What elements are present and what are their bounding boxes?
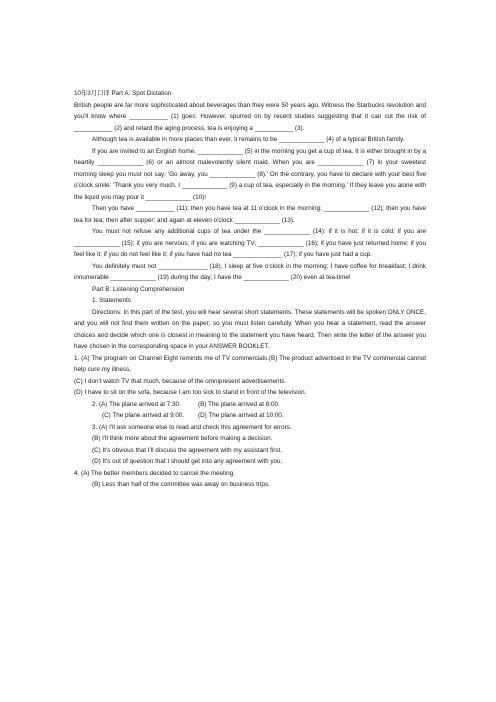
- question-2-c: (C) The plane arrived at 9:00.: [102, 412, 185, 419]
- question-1-d: (D) I have to sit on the sofa, because I am too sick to stand in front of the television.: [74, 389, 307, 396]
- section-heading: 1. Statements: [92, 297, 131, 304]
- paragraph-4: Then you have ___________ (11); then you have tea at 11 o'clock in the morning; _____________ (12); then you have tea for tea; then after supper; and again at eleven o'clock _____________ (13).: [74, 205, 426, 224]
- paragraph-5: You must not refuse any additional cups of tea under the _____________ (14): if it is hot; if it is cold; if you are _____________ (15); if you are nervous; if you are watching TV; _____________ (16); if you have just returned home; if you feel like it; if you do not feel like it; if you have had no tea ______________ (17); if you have just had a cup.: [74, 228, 426, 258]
- question-2-d: (D) The plane arrived at 10:00.: [198, 412, 284, 419]
- question-4-a: 4. (A) The better members decided to cancel the meeting.: [74, 469, 235, 477]
- question-3-b: (B) I'll think more about the agreement before making a decision.: [92, 435, 273, 442]
- paragraph-6: You definitely must not ______________ (18). I sleep at five o'clock in the morning; I have coffee for breakfast; I drink innumerable _____________ (19) during the day; I have the _____________ (20) even at tea-time!: [74, 262, 426, 281]
- question-2-b: (B) The plane arrived at 8:00.: [198, 400, 280, 408]
- part-b-heading: Part B: Listening Comprehension: [92, 285, 185, 293]
- question-2-a: 2. (A) The plane arrived at 7:30.: [92, 400, 181, 408]
- paragraph-2: Although tea is available in more places than ever, it remains to be _____________ (4) of a typical British family.: [92, 136, 405, 143]
- question-4-b: (B) Less than half of the committee was away on business trips.: [92, 481, 270, 488]
- question-3-c: (C) It's obvious that I'll discuss the agreement with my assistant first.: [92, 446, 282, 454]
- paragraph-1: British people are far more sophisticated about beverages than they were 50 years ago. Witness the Starbucks revolution and you'll know where ___________ (1) goes. However, spurred on by recent studies suggesting that it can cut the risk of ___________ (2) and retard the aging process, tea is enjoying a ___________ (3).: [74, 101, 426, 132]
- document-title: 10年3月口译 Part A: Spot Dictation: [74, 90, 172, 97]
- question-3-a: 3. (A) I'll ask someone else to read and check this agreement for errors.: [92, 423, 292, 431]
- question-1-ab: 1. (A) The program on Channel Eight reminds me of TV commercials.(B) The product advertised in the TV commercial cannot help cure my illness.: [74, 354, 426, 373]
- question-1-c: (C) I don't watch TV that much, because of the omnipresent advertisements.: [74, 377, 287, 385]
- question-2-row-1: [74, 399, 426, 411]
- question-2-row-2: [74, 410, 426, 422]
- directions: Directions: In this part of the test, you will hear several short statements. These statements will be spoken ONLY ONCE, and you will not find them written on the paper; so you must listen carefully. When you hear a statement, read the answer choices and decide which one is closest in meaning to the statement you have heard. Then write the letter of the answer you have chosen in the corresponding space in your ANSWER BOOKLET.: [74, 308, 426, 350]
- paragraph-3: If you are invited to an English home, _____________ (5) in the morning you get a cup of tea. It is either brought in by a heartily _____________ (6) or an almost malevolently silent maid. When you are _____________ (7) in your sweetest morning sleep you must not say: 'Go away, you _____________ (8).' On the contrary, you have to declare with your best five o'clock smile: 'Thank you very much. I _____________ (9) a cup of tea, especially in the morning.' If they leave you alone with the liquid you may pour it _____________ (10)!: [74, 147, 426, 201]
- question-3-d: (D) It's out of question that I should get into any agreement with you.: [92, 458, 283, 465]
